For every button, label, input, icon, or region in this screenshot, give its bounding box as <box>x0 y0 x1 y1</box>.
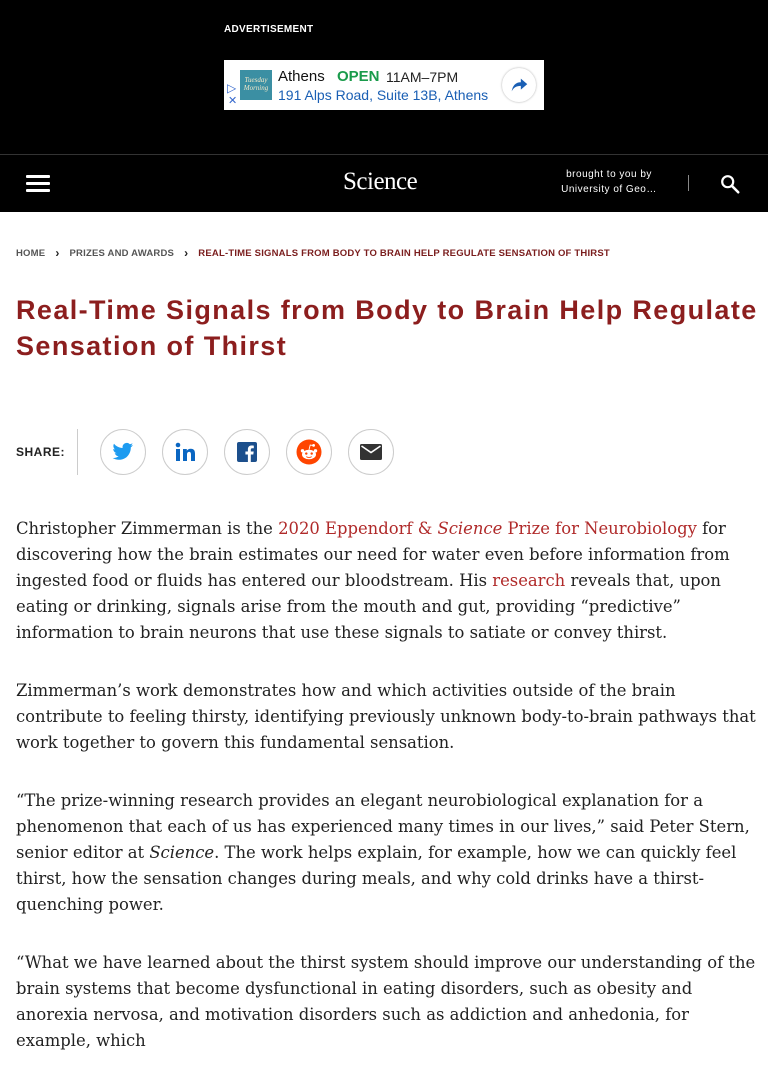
breadcrumb <box>16 246 610 260</box>
header-divider <box>688 175 689 191</box>
chevron-right-icon: › <box>184 246 189 260</box>
search-icon[interactable] <box>719 173 741 195</box>
institution-name: University of Geo… <box>561 184 657 195</box>
ad-open-status: OPEN <box>337 68 380 85</box>
advertisement-band <box>0 0 768 154</box>
close-icon[interactable]: ✕ <box>228 95 238 107</box>
share-reddit-button[interactable] <box>286 429 332 475</box>
breadcrumb-home[interactable]: HOME <box>16 247 46 259</box>
facebook-icon <box>237 442 257 462</box>
paragraph-text: reveals that, upon eating or drinking, signals arise from the mouth and gut, providing “predictive” information to brain neurons that use these signals to satiate or convey thirst. <box>16 571 721 642</box>
brought-by-label: brought to you by <box>566 169 652 180</box>
share-email-button[interactable] <box>348 429 394 475</box>
breadcrumb-prizes-and-awards[interactable]: PRIZES AND AWARDS <box>69 247 175 259</box>
adchoices-icon[interactable]: ▷ <box>227 81 237 95</box>
email-icon <box>360 444 382 460</box>
paragraph-text: . The work helps explain, for example, how we can quickly feel thirst, how the sensation changes during meals, and why cold drinks have a thirst-quenching power. <box>16 843 737 914</box>
directions-button[interactable] <box>502 68 536 102</box>
linkedin-icon <box>175 442 195 462</box>
share-bar <box>16 428 410 476</box>
ad-hours: 11AM–7PM <box>386 69 459 85</box>
page-title: Real-Time Signals from Body to Brain Help Regulate Sensation of Thirst <box>16 295 758 361</box>
paragraph-text: “The prize-winning research provides an elegant neurobiological explanation for a phenomenon that each of us has experienced many times in our lives,” said Peter Stern, senior editor at <box>16 791 750 862</box>
breadcrumb-current: REAL-TIME SIGNALS FROM BODY TO BRAIN HELP REGULATE SENSATION OF THIRST <box>198 247 610 259</box>
ad-label: ADVERTISEMENT <box>224 24 314 35</box>
ad-address[interactable]: 191 Alps Road, Suite 13B, Athens <box>278 87 489 103</box>
share-label: SHARE: <box>16 445 66 459</box>
article-paragraph: Zimmerman’s work demonstrates how and which activities outside of the brain contribute to feeling thirsty, identifying previously unknown body-to-brain pathways that work together to govern this fundamental sensation. <box>16 681 756 752</box>
article-body <box>16 516 756 1086</box>
article-paragraph <box>16 788 756 918</box>
site-header <box>0 154 768 212</box>
twitter-icon <box>112 442 134 462</box>
reddit-icon <box>296 439 322 465</box>
share-linkedin-button[interactable] <box>162 429 208 475</box>
paragraph-text: for discovering how the brain estimates our need for water even before information from ingested food or fluids has entered our bloodstream. His <box>16 519 730 590</box>
ad-banner[interactable] <box>224 60 544 110</box>
article-paragraph <box>16 516 756 646</box>
journal-name: Science <box>149 843 215 862</box>
prize-link[interactable]: 2020 Eppendorf & Science Prize for Neurobiology <box>278 519 697 538</box>
hamburger-menu-icon[interactable] <box>26 175 50 193</box>
directions-icon <box>508 74 530 96</box>
share-twitter-button[interactable] <box>100 429 146 475</box>
paragraph-text: Christopher Zimmerman is the <box>16 519 279 538</box>
chevron-right-icon: › <box>55 246 60 260</box>
ad-business-name: Athens <box>278 68 325 85</box>
share-facebook-button[interactable] <box>224 429 270 475</box>
science-logo[interactable]: Science <box>343 168 418 195</box>
ad-thumbnail: Tuesday Morning <box>240 70 272 100</box>
share-divider <box>77 429 78 475</box>
article-paragraph: “What we have learned about the thirst system should improve our understanding of the brain systems that become dysfunctional in eating disorders, such as obesity and anorexia nervosa, and motivation disorders such as addiction and anhedonia, for example, which <box>16 953 756 1050</box>
research-link[interactable]: research <box>492 571 566 590</box>
institution-access <box>552 167 666 197</box>
